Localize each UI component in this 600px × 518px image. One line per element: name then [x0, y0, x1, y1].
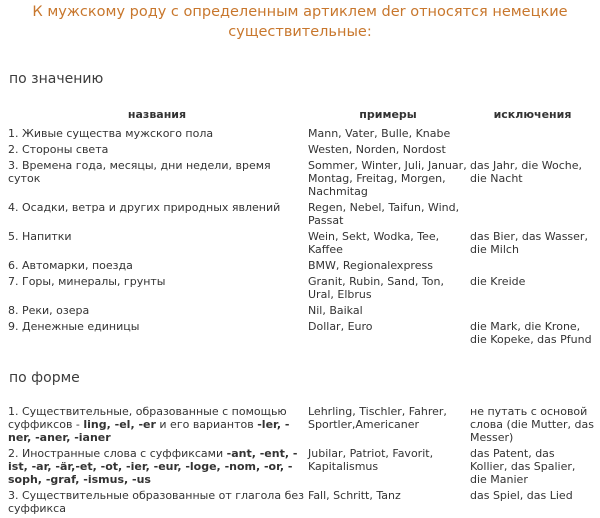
title-line-1: К мужскому роду с определенным артиклем der относятся немецкие	[32, 4, 568, 20]
row-examples: Fall, Schritt, Tanz	[308, 489, 401, 502]
row-exceptions	[470, 259, 597, 275]
row-exceptions: das Bier, das Wasser, die Milch	[470, 230, 588, 256]
row-examples: Granit, Rubin, Sand, Ton, Ural, Elbrus	[308, 275, 444, 301]
row-exceptions	[470, 201, 597, 230]
row-name: 4. Осадки, ветра и других природных явлений	[8, 201, 281, 214]
page-title	[0, 2, 600, 42]
row-examples: Westen, Norden, Nordost	[308, 143, 446, 156]
table-row	[8, 320, 597, 349]
row-exceptions: не путать с основой слова (die Mutter, das Messer)	[470, 405, 594, 444]
table-row	[8, 201, 597, 230]
table-row	[8, 230, 597, 259]
table-row	[8, 304, 597, 320]
table-row	[8, 143, 597, 159]
row-examples: Dollar, Euro	[308, 320, 373, 333]
row-name: 6. Автомарки, поезда	[8, 259, 133, 272]
row-suffixes: -ant, -ent, -ist, -ar, -är,-et, -ot, -ier, -eur, -loge, -nom, -or, - soph, -graf, -ismus, -us	[8, 447, 298, 486]
row-examples: Nil, Baikal	[308, 304, 363, 317]
row-examples: Jubilar, Patriot, Favorit, Kapitalismus	[308, 447, 434, 473]
row-examples: Sommer, Winter, Juli, Januar, Montag, Freitag, Morgen, Nachmitag	[308, 159, 467, 198]
row-name: 2. Стороны света	[8, 143, 109, 156]
row-examples: Mann, Vater, Bulle, Knabe	[308, 127, 451, 140]
row-name: 3. Существительные образованные от глагола без суффикса	[8, 489, 304, 515]
table-row	[8, 127, 597, 143]
row-examples: BMW, Regionalexpress	[308, 259, 433, 272]
column-header-names: названия	[127, 108, 187, 121]
row-name: 3. Времена года, месяцы, дни недели, время суток	[8, 159, 271, 185]
column-header-exceptions: исключения	[493, 108, 572, 121]
row-name: 5. Напитки	[8, 230, 72, 243]
table-header-row	[8, 108, 597, 127]
row-name: 9. Денежные единицы	[8, 320, 140, 333]
row-name: 8. Реки, озера	[8, 304, 90, 317]
row-suffixes: ling, -el, -er	[83, 418, 156, 431]
row-examples: Regen, Nebel, Taifun, Wind, Passat	[308, 201, 460, 227]
table-row	[8, 259, 597, 275]
meaning-table	[8, 108, 597, 349]
row-name: 7. Горы, минералы, грунты	[8, 275, 166, 288]
row-name	[8, 447, 308, 489]
row-exceptions: die Mark, die Krone, die Kopeke, das Pfund	[470, 320, 592, 346]
row-exceptions: die Kreide	[470, 275, 526, 288]
row-name: 1. Живые существа мужского пола	[8, 127, 214, 140]
row-suffixes: -ler, -ner, -aner, -ianer	[8, 418, 290, 444]
column-header-examples: примеры	[359, 108, 417, 121]
row-name-text: 2. Иностранные слова с суффиксами	[8, 447, 227, 460]
row-examples: Wein, Sekt, Wodka, Tee, Kaffee	[308, 230, 440, 256]
row-exceptions	[470, 127, 597, 143]
table-row	[8, 275, 597, 304]
table-row	[8, 405, 597, 447]
row-exceptions: das Patent, das Kollier, das Spalier, die Manier	[470, 447, 576, 486]
table-row	[8, 447, 597, 489]
table-row	[8, 159, 597, 201]
form-table	[8, 405, 597, 518]
row-name	[8, 405, 308, 447]
row-examples: Lehrling, Tischler, Fahrer, Sportler,Americaner	[308, 405, 447, 431]
row-name-text: 1. Существительные, образованные с помощью суффиксов -	[8, 405, 287, 431]
section-heading-meaning: по значению	[9, 71, 104, 87]
section-heading-form: по форме	[9, 370, 80, 386]
row-exceptions: das Spiel, das Lied	[470, 489, 573, 502]
row-exceptions: das Jahr, die Woche, die Nacht	[470, 159, 582, 185]
row-exceptions	[470, 304, 597, 320]
table-row	[8, 489, 597, 518]
row-name-text: и его вариантов	[155, 418, 258, 431]
row-exceptions	[470, 143, 597, 159]
title-line-2: существительные:	[228, 24, 372, 40]
